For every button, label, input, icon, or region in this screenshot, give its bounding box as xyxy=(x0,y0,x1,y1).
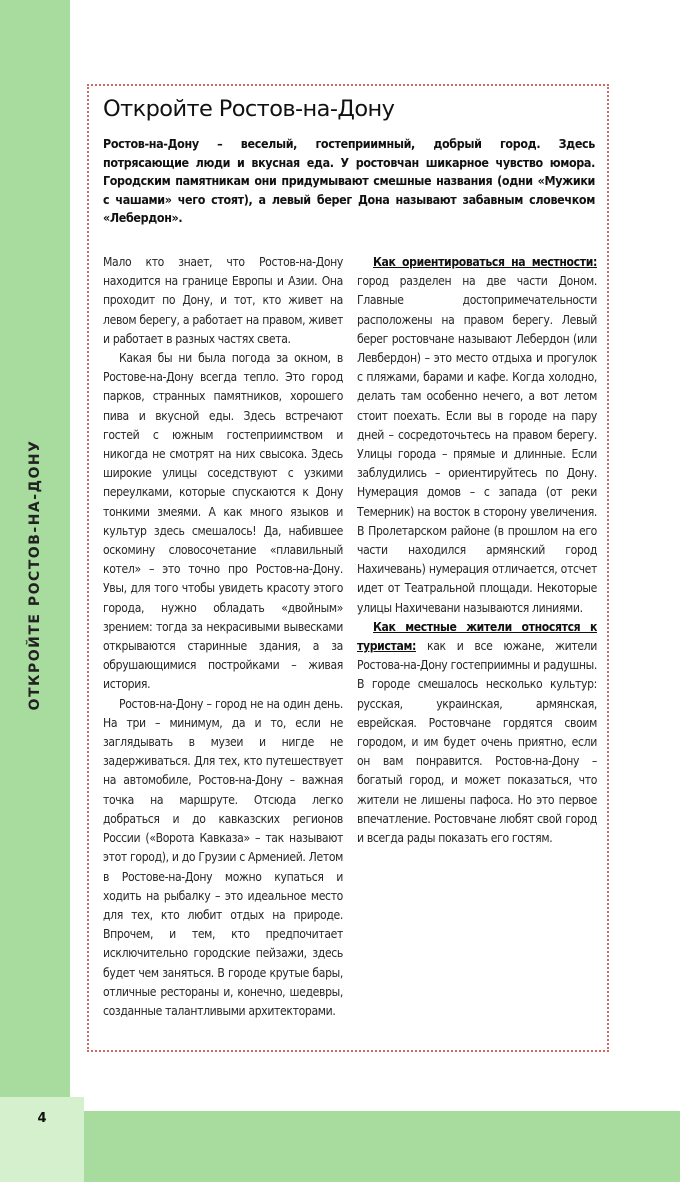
bottom-band xyxy=(84,1111,680,1182)
text-column-left xyxy=(103,253,343,1021)
section-label: ОТКРОЙТЕ РОСТОВ-НА-ДОНУ xyxy=(27,439,43,711)
paragraph-border: Мало кто знает, что Ростов-на-Дону находится на границе Европы и Азии. Она проходит по Дону, и тот, кто живет на левом берегу, а работает на правом, живет и работает в разных частях света. xyxy=(103,255,343,346)
paragraph-city: Какая бы ни была погода за окном, в Ростове-на-Дону всегда тепло. Это город парков, странных памятников, хорошего пива и вкусной еды. Здесь встречают гостей с южным гостеприимством и никогда не смотрят на них свысока. Здесь широкие улицы соседствуют с узкими переулками, которые спускаются к Дону тонкими змеями. А как много языков и культур здесь смешалось! Да, набившее оскомину словосочетание «плавильный котел» – это точно про Ростов-на-Дону. Увы, для того чтобы увидеть красоту этого города, нужно обладать «двойным» зрением: тогда за некрасивыми вывесками открываются старинные здания, а за обрушающимися постройками – живая история. xyxy=(103,351,343,692)
paragraph-orientation xyxy=(357,253,597,618)
page-number-cell xyxy=(0,1097,84,1182)
orientation-heading: Как ориентироваться на местности: xyxy=(373,255,597,269)
locals-text: как и все южане, жители Ростова-на-Дону гостеприимны и радушны. В городе смешалось несколько культур: русская, украинская, армянская, еврейская. Ростовчане гордятся своим городом, и им будет очень приятно, если он вам понравится. Ростов-на-Дону – богатый город, и может показаться, что жители не лишены пафоса. Но это первое впечатление. Ростовчане любят свой город и всегда рады показать его гостям. xyxy=(357,639,597,846)
page-number: 4 xyxy=(37,1111,47,1126)
paragraph-travel: Ростов-на-Дону – город не на один день. На три – минимум, да и то, если не заглядывать в музеи и нигде не задерживаться. Для тех, кто путешествует на автомобиле, Ростов-на-Дону – важная точка на маршруте. Отсюда легко добраться и до кавказских регионов России («Ворота Кавказа» – так называют этот город), и до Грузии с Арменией. Летом в Ростове-на-Дону можно купаться и ходить на рыбалку – это идеальное место для тех, кто любит отдых на природе. Впрочем, и тем, кто предпочитает исключительно городские пейзажи, здесь будет чем заняться. В городе крутые бары, отличные рестораны и, конечно, шедевры, созданные талантливыми архитекторами. xyxy=(103,696,343,1018)
orientation-text: город разделен на две части Доном. Главные достопримечательности расположены на правом берегу. Левый берег ростовчане называют Лебердон (или Левбердон) – это место отдыха и прогулок с пляжами, барами и кафе. Когда холодно, делать там особенно нечего, а вот летом стоит поехать. Если вы в городе на пару дней – сосредоточьтесь на правом берегу. Улицы города – прямые и длинные. Если заблудились – ориентируйтесь по Дону. Нумерация домов – с запада (от реки Темерник) на восток в сторону увеличения. В Пролетарском районе (в прошлом на его части находился армянский город Нахичевань) нумерация отличается, отсчет идет от Театральной площади. Некоторые улицы Нахичевани называются линиями. xyxy=(357,274,597,615)
locals-heading: Как местные жители относятся к туристам: xyxy=(357,619,597,654)
article-title: Откройте Ростов-на-Дону xyxy=(103,96,395,122)
text-column-right xyxy=(357,253,597,848)
paragraph-locals xyxy=(357,618,597,848)
article-intro: Ростов-на-Дону – веселый, гостеприимный, добрый город. Здесь потрясающие люди и вкусная еда. У ростовчан шикарное чувство юмора. Городским памятникам они придумывают смешные названия (одни «Мужики с чашами» чего стоят), а левый берег Дона называют забавным словечком «Лебердон». xyxy=(103,136,595,225)
